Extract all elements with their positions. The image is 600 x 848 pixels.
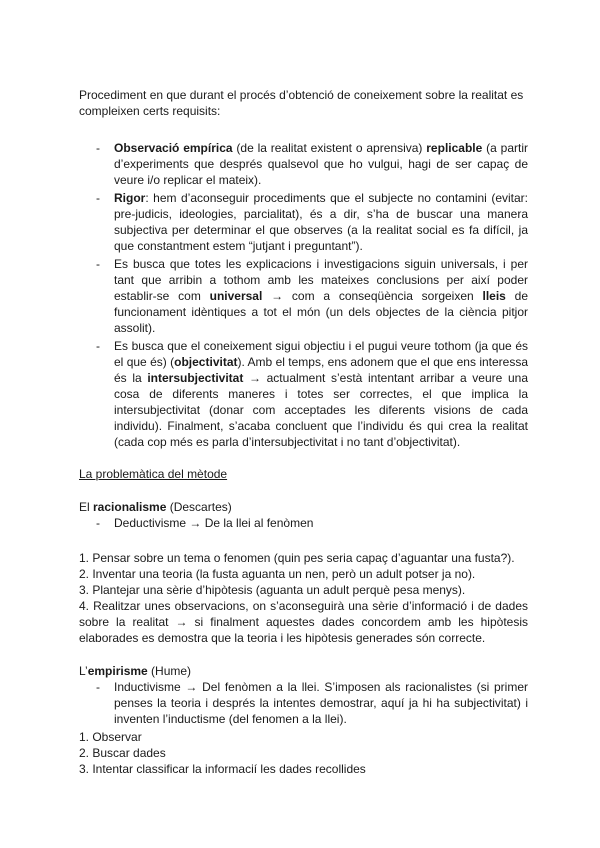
racionalisme-heading: El racionalisme (Descartes) — [79, 500, 232, 514]
bold-term: universal — [209, 289, 263, 303]
empirisme-heading: L’empirisme (Hume) — [79, 664, 192, 678]
bold-term: Observació empírica — [114, 141, 233, 155]
bold-term: replicable — [426, 141, 483, 155]
list-item: - Es busca que totes les explicacions i investigacions siguin universals, i per tant que arribin a tothom amb les mateixes conclusions per així poder establir-se com universal → com a conseqüència sorgeixen lleis de funcionament idèntiques a tot el món (un dels objectes de la ciència pitjor assolit). — [114, 256, 528, 336]
bold-term: intersubjectivitat — [147, 371, 244, 385]
bold-term: lleis — [482, 289, 506, 303]
list-item: - Es busca que el coneixement sigui objectiu i el pugui veure tothom (ja que és el que és) (objectivitat). Amb el temps, ens adonem que el que ens interessa és la intersubjectivitat → actualment s’està intentant arribar a veure una cosa de diferents maneres i totes ser correctes, el que implica la intersubjectivitat (donar com acceptades les diferents visions de cada individu). Finalment, s’acaba concluent que l’individu és qui crea la realitat (cada cop més es parla d’intersubjectivitat i no tant d’objectivitat). — [114, 338, 528, 450]
numbered-step: 2. Buscar dades — [79, 746, 166, 760]
list-item: - Inductivisme → Del fenòmen a la llei. S’imposen als racionalistes (si primer penses la teoria i després la intentes demostrar, aquí ja hi ha subjectivitat) i inventen l’inductisme (del fenomen a la llei). — [114, 679, 528, 727]
bold-term: objectivitat — [174, 355, 238, 369]
bold-term: Rigor — [114, 191, 146, 205]
numbered-step: 1. Observar — [79, 730, 142, 744]
list-item: - Rigor: hem d’aconseguir procediments que el subjecte no contamini (evitar: pre-judicis, ideologies, parcialitat), és a dir, s’ha de buscar una manera subjectiva per determinar el que observes (a la realitat social es fa difícil, ja que constantment estem “jutjant i preguntant”). — [114, 190, 528, 254]
numbered-step: 1. Pensar sobre un tema o fenomen (quin pes seria capaç d’aguantar una fusta?). — [79, 551, 515, 565]
section-title: La problemàtica del mètode — [79, 467, 228, 481]
numbered-step: 3. Intentar classificar la informacií les dades recollides — [79, 762, 366, 776]
racionalisme-list — [79, 515, 528, 531]
numbered-step: 2. Inventar una teoria (la fusta aguanta un nen, però un adult potser ja no). — [79, 567, 476, 581]
requisits-list — [79, 140, 528, 450]
list-item: - Observació empírica (de la realitat existent o aprensiva) replicable (a partir d’experiments que després qualsevol que ho vulgui, hagi de ser capaç de veure i/o replicar el mateix). — [114, 140, 528, 188]
empirisme-list — [79, 679, 528, 727]
numbered-step: 3. Plantejar una sèrie d’hipòtesis (aguanta un adult perquè pesa menys). — [79, 583, 466, 597]
numbered-step: 4. Realitzar unes observacions, on s’aconseguirà una sèrie d’informació i de dades sobre la realitat → si finalment aquestes dades concordem amb les hipòtesis elaborades es demostra que la teoria i les hipòtesis generades són correcte. — [79, 599, 528, 645]
list-item: - Deductivisme → De la llei al fenòmen — [114, 515, 528, 531]
intro-paragraph: Procediment en que durant el procés d’obtenció de coneixement sobre la realitat es compleixen certs requisits: — [79, 88, 524, 118]
